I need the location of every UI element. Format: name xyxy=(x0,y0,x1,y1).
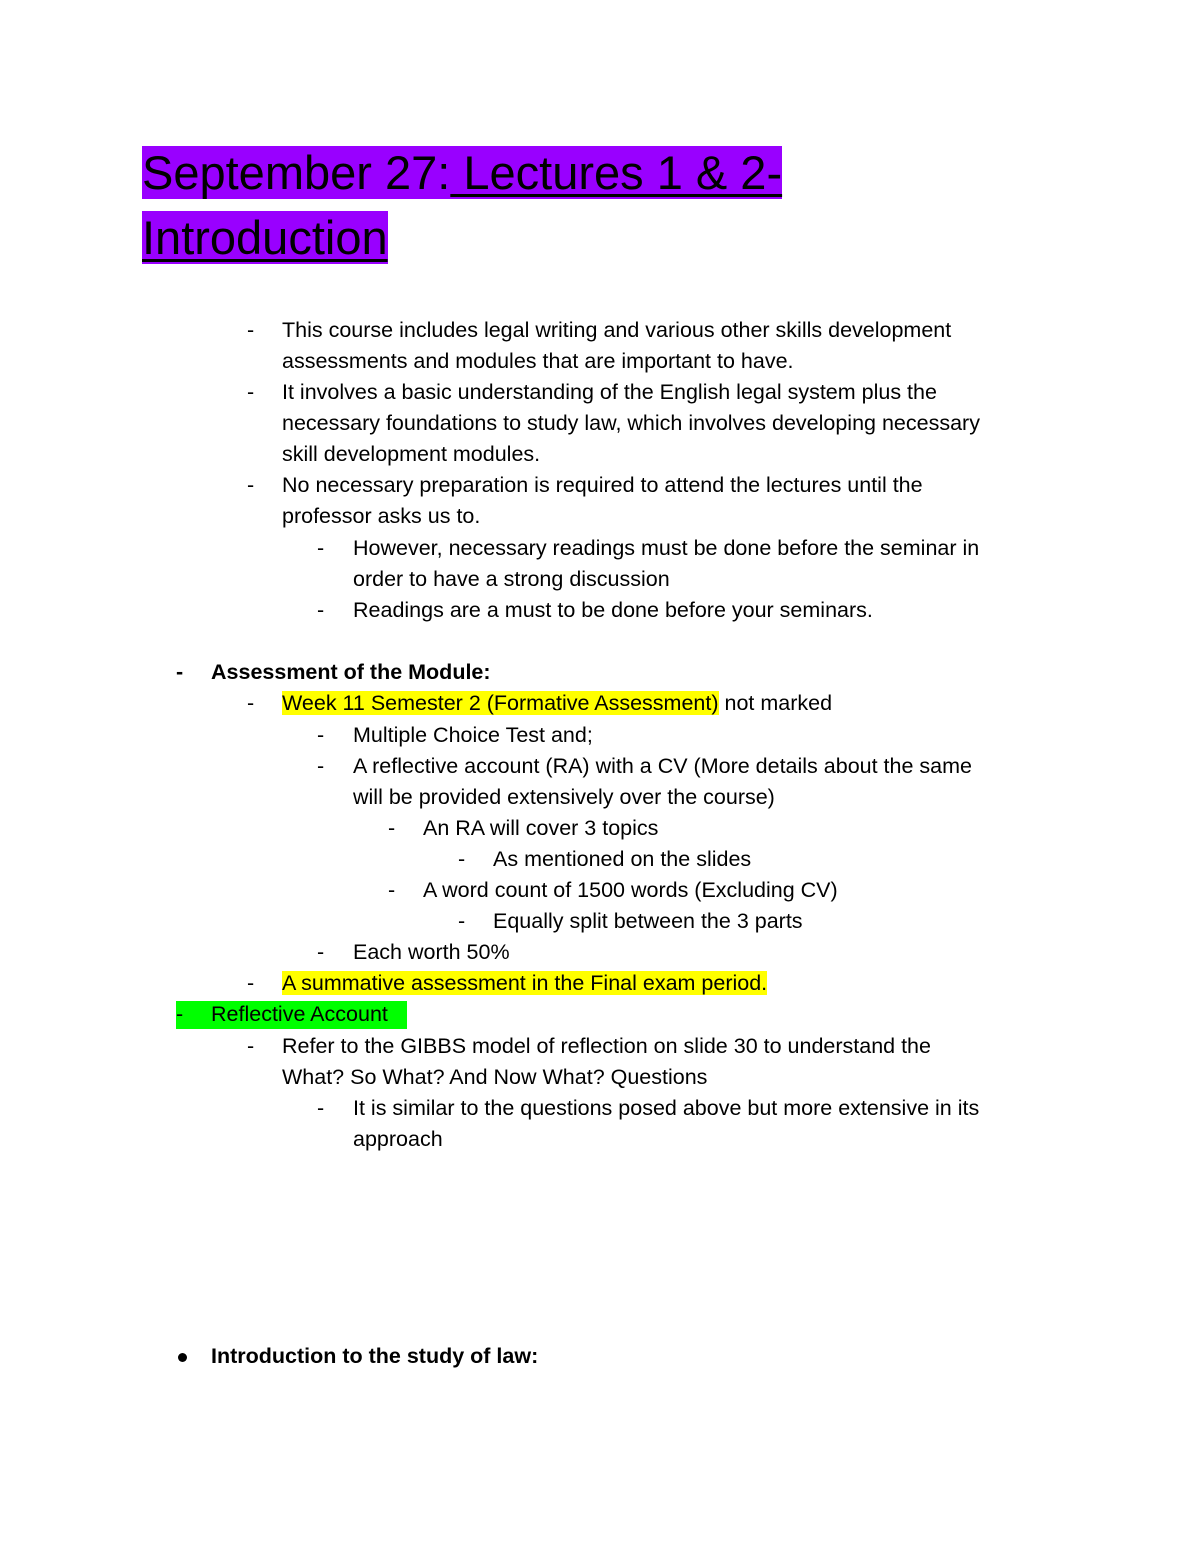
title-date: September 27: xyxy=(142,146,451,199)
bullet-dot-icon xyxy=(178,1353,187,1362)
summative-highlight: A summative assessment in the Final exam period. xyxy=(282,971,768,995)
page-title-line-2 xyxy=(142,208,388,268)
title-lectures: Lectures 1 & 2- xyxy=(450,146,783,199)
title-introduction: Introduction xyxy=(142,211,388,264)
document-page: September 27: Lectures 1 & 2- Introduction - This course includes legal writing and various other skills development assessments and modules that are important to have. - It involves a basic understanding of the English legal system plus the necessary foundations to study law, which involves developing necessary skill development modules. - No necessary preparation is required to attend the lectures until the professor asks us to. - However, necessary readings must be done before the seminar in order to have a strong discussion - Readings are a must to be done before your seminars. - Assessment of the Module: - Week 11 Semester 2 (Formative Assessment) not marked - Multiple Choice Test and; - A reflective account (RA) with a CV (More details about the same will be provided extensively over the course) - An RA will cover 3 topics - As mentioned on the slides - A word count of 1500 words (Excluding CV) - Equally split between the 3 parts - Each worth 50% - A summative assessment in the Final exam period. - Reflective Account - Refer to the GIBBS model of reflection on slide 30 to understand the What? So What? And Now What? Questions - It is similar to the questions posed above but more extensive in its approach Introduction to the study of law: xyxy=(0,0,1200,1553)
week11-highlight: Week 11 Semester 2 (Formative Assessment) xyxy=(282,691,719,715)
page-title-line-1 xyxy=(142,143,782,203)
